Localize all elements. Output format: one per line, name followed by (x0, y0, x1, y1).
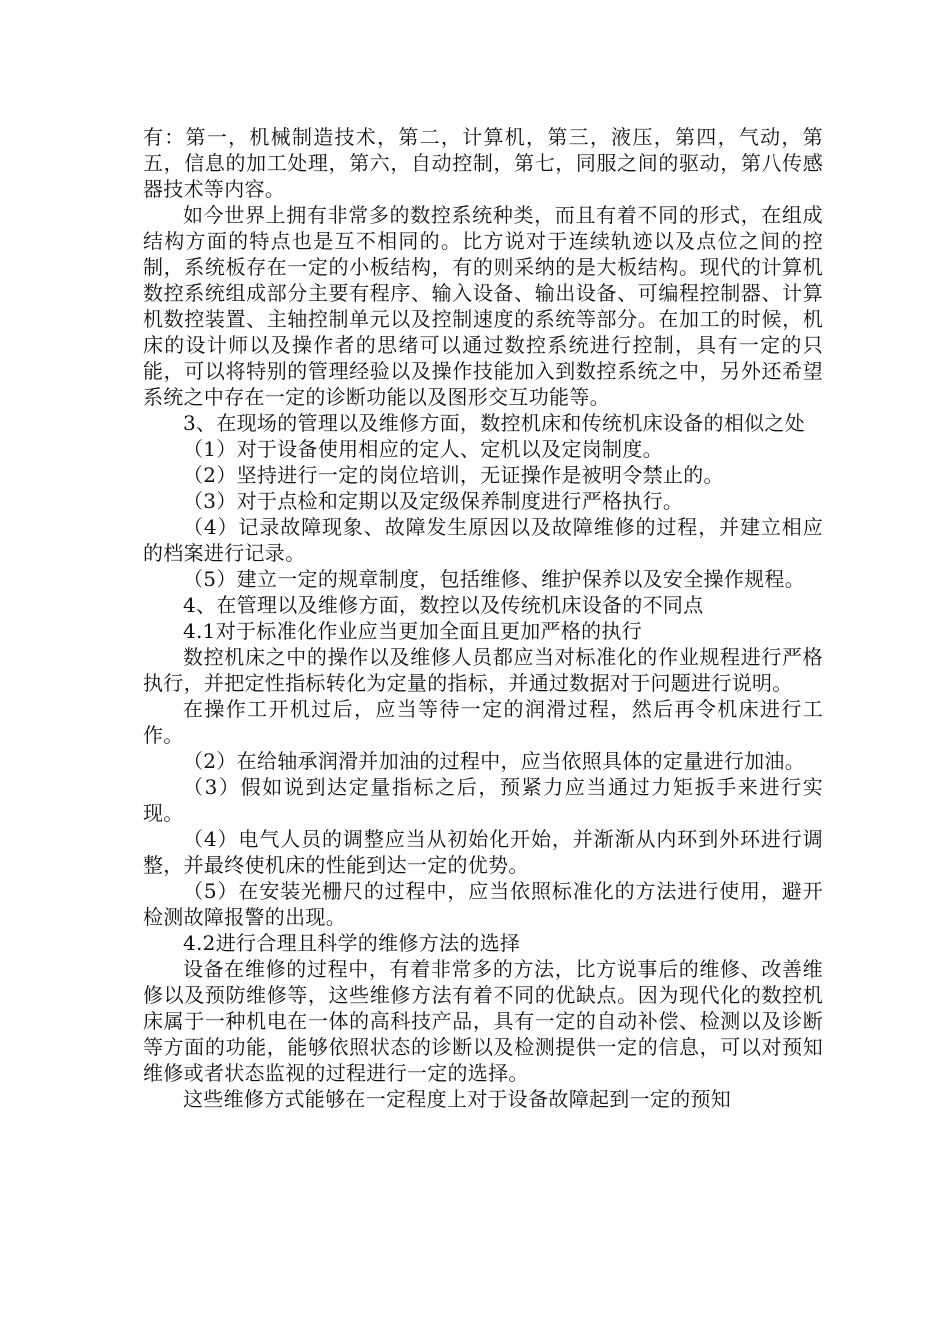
list-item: （2）坚持进行一定的岗位培训，无证操作是被明令禁止的。 (183, 463, 724, 487)
list-item: （2）在给轴承润滑并加油的过程中，应当依照具体的定量进行加油。 (183, 749, 806, 773)
paragraph: 设备在维修的过程中，有着非常多的方法，比方说事后的维修、改善维修以及预防维修等，这些维修方法有着不同的优缺点。因为现代化的数控机床属于一种机电在一体的高科技产品，具有一定的自动补偿、检测以及诊断等方面的功能，能够依照状态的诊断以及检测提供一定的信息，可以对预知维修或者状态监视的过程进行一定的选择。 (143, 957, 823, 1085)
section-heading: 4、在管理以及维修方面，数控以及传统机床设备的不同点 (183, 593, 704, 617)
document-body (143, 124, 823, 1112)
paragraph: 这些维修方式能够在一定程度上对于设备故障起到一定的预知 (183, 1087, 732, 1111)
list-item: （4）记录故障现象、故障发生原因以及故障维修的过程，并建立相应的档案进行记录。 (143, 515, 823, 565)
list-item: （3）假如说到达定量指标之后，预紧力应当通过力矩扳手来进行实现。 (143, 775, 823, 825)
list-item: （4）电气人员的调整应当从初始化开始，并渐渐从内环到外环进行调整，并最终使机床的性能到达一定的优势。 (143, 827, 823, 877)
list-item: （1）对于设备使用相应的定人、定机以及定岗制度。 (183, 437, 663, 461)
paragraph: 如今世界上拥有非常多的数控系统种类，而且有着不同的形式，在组成结构方面的特点也是互不相同的。比方说对于连续轨迹以及点位之间的控制，系统板存在一定的小板结构，有的则采纳的是大板结构。现代的计算机数控系统组成部分主要有程序、输入设备、输出设备、可编程控制器、计算机数控装置、主轴控制单元以及控制速度的系统等部分。在加工的时候，机床的设计师以及操作者的思绪可以通过数控系统进行控制，具有一定的只能，可以将特别的管理经验以及操作技能加入到数控系统之中，另外还希望系统之中存在一定的诊断功能以及图形交互功能等。 (143, 203, 823, 409)
subsection-heading: 4.2进行合理且科学的维修方法的选择 (183, 931, 521, 955)
section-heading: 3、在现场的管理以及维修方面，数控机床和传统机床设备的相似之处 (183, 411, 806, 435)
list-item: （5）在安装光栅尺的过程中，应当依照标准化的方法进行使用，避开检测故障报警的出现。 (143, 879, 823, 929)
paragraph: 有：第一，机械制造技术，第二，计算机，第三，液压，第四，气动，第五，信息的加工处理，第六，自动控制，第七，同服之间的驱动，第八传感器技术等内容。 (143, 125, 823, 201)
subsection-heading: 4.1对于标准化作业应当更加全面且更加严格的执行 (183, 619, 643, 643)
list-item: （3）对于点检和定期以及定级保养制度进行严格执行。 (183, 489, 684, 513)
paragraph: 数控机床之中的操作以及维修人员都应当对标准化的作业规程进行严格执行，并把定性指标转化为定量的指标，并通过数据对于问题进行说明。 (143, 645, 823, 695)
paragraph: 在操作工开机过后，应当等待一定的润滑过程，然后再令机床进行工作。 (143, 697, 823, 747)
list-item: （5）建立一定的规章制度，包括维修、维护保养以及安全操作规程。 (183, 567, 806, 591)
